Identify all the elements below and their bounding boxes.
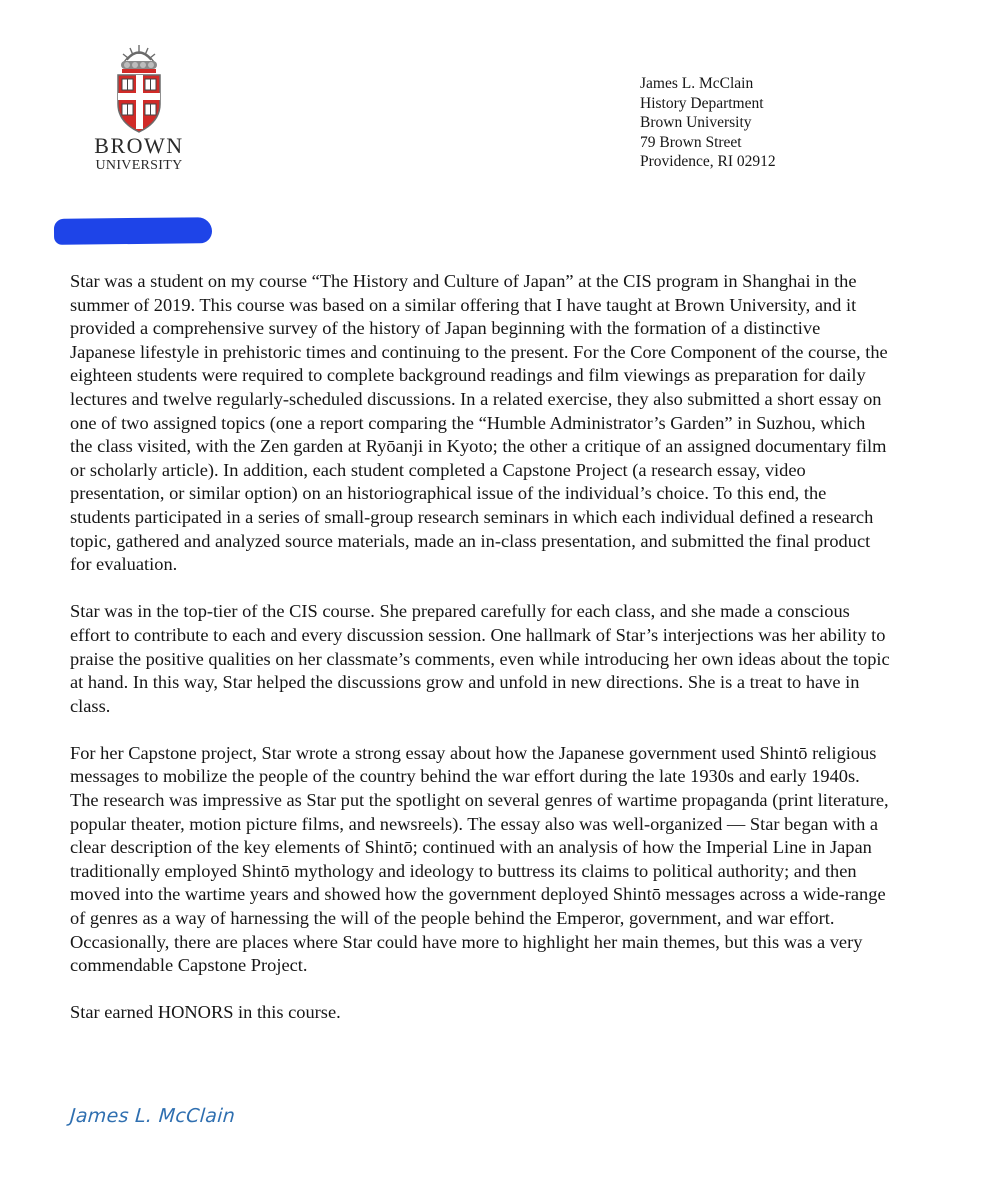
sender-institution: Brown University bbox=[640, 114, 752, 131]
redacted-recipient bbox=[54, 217, 212, 245]
paragraph-class-performance: Star was in the top-tier of the CIS course. She prepared carefully for each class, and she made a conscious effort to contribute to each and every discussion session. One hallmark of Star’s interjections was her ability to praise the positive qualities on her classmate’s comments, even while introducing her own ideas about the topic at hand. In this way, Star helped the discussions grow and unfold in new directions. She is a treat to have in class. bbox=[70, 601, 890, 716]
university-logo bbox=[84, 42, 194, 174]
brown-university-crest-icon bbox=[110, 42, 168, 134]
sender-name: James L. McClain bbox=[640, 75, 754, 92]
paragraph-capstone-project: For her Capstone project, Star wrote a strong essay about how the Japanese government used Shintō religious messages to mobilize the people of the country behind the war effort during the late 1930s and early 1940s. The research was impressive as Star put the spotlight on several genres of wartime propaganda (print literature, popular theater, motion picture films, and newsreels). The essay also was well-organized — Star began with a clear description of the key elements of Shintō; continued with an analysis of how the Imperial Line in Japan traditionally employed Shintō mythology and ideology to buttress its claims to political authority; and then moved into the wartime years and showed how the government deployed Shintō messages across a wide-range of genres as a way of harnessing the will of the people behind the Emperor, government, and war effort. Occasionally, there are places where Star could have more to highlight her main themes, but this was a very commendable Capstone Project. bbox=[70, 742, 889, 976]
sender-city-state-zip: Providence, RI 02912 bbox=[640, 153, 776, 170]
sender-address-block bbox=[640, 74, 776, 172]
logo-wordmark-brown: BROWN bbox=[94, 133, 184, 158]
sender-department: History Department bbox=[640, 94, 764, 112]
signature: James L. McClain bbox=[69, 1105, 236, 1127]
letter-body bbox=[70, 270, 890, 1049]
paragraph-course-overview: Star was a student on my course “The History and Culture of Japan” at the CIS program in Shanghai in the summer of 2019. This course was based on a similar offering that I have taught at Brown University, and it provided a comprehensive survey of the history of Japan beginning with the formation of a distinctive Japanese lifestyle in prehistoric times and continuing to the present. For the Core Component of the course, the eighteen students were required to complete background readings and film viewings as preparation for daily lectures and twelve regularly-scheduled discussions. In a related exercise, they also submitted a short essay on one of two assigned topics (one a report comparing the “Humble Administrator’s Garden” in Suzhou, which the class visited, with the Zen garden at Ryōanji in Kyoto; the other a critique of an assigned documentary film or scholarly article). In addition, each student completed a Capstone Project (a research essay, video presentation, or similar option) on an historiographical issue of the individual’s choice. To this end, the students participated in a series of small-group research seminars in which each individual defined a research topic, gathered and analyzed source materials, made an in-class presentation, and submitted the final product for evaluation. bbox=[70, 271, 888, 575]
logo-wordmark-university: UNIVERSITY bbox=[95, 158, 183, 173]
paragraph-final-grade: Star earned HONORS in this course. bbox=[70, 1002, 341, 1023]
sender-street: 79 Brown Street bbox=[640, 133, 742, 151]
